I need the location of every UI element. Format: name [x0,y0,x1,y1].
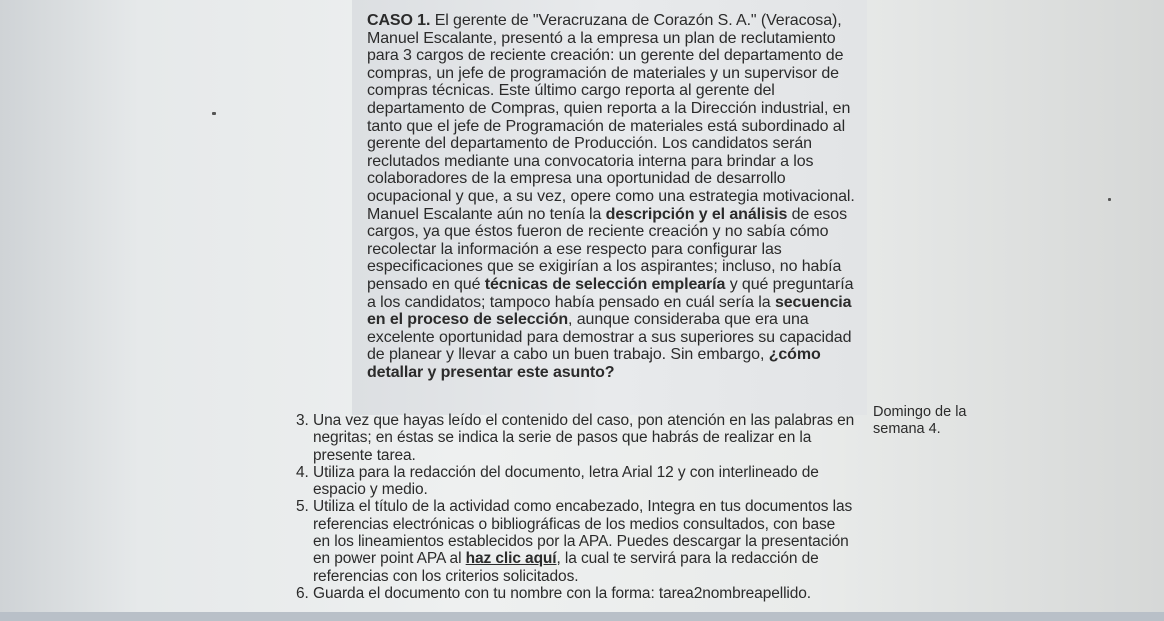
item-text: Una vez que hayas leído el contenido del caso, pon atención en las palabras en negritas; en éstas se indica la serie de pasos que habrás de realizar en la presente tarea. [313,412,855,464]
item-number: 6. [296,584,309,602]
case-text: de esos cargos, ya que éstos fueron de reciente creación y no sabía cómo recolectar la información a ese respecto para configurar las especificaciones que se exigirían a los aspirantes; incluso, no había pensado en qué [367,205,847,293]
item-text: , la cual te servirá para la redacción de referencias con los criterios solicitados. [313,550,819,585]
item-text: Utiliza para la redacción del documento, letra Arial 12 y con interlineado de espacio y medio. [313,463,819,499]
bottom-bar [0,612,1164,621]
case-label: CASO 1. [367,12,431,29]
bold-question: ¿cómo detallar y presentar este asunto? [367,346,821,381]
item-number: 4. [296,463,309,481]
item-text: Guarda el documento con tu nombre con la forma: tarea2nombreapellido. [313,584,812,602]
item-text: Utiliza el título de la actividad como encabezado, Integra en tus documentos las referencias electrónicas o bibliográficas de los medios consultados, con base en los lineamientos establecidos por la APA. Puedes descargar la presentación en power point APA al [313,498,853,568]
case-paragraph-1 [367,12,862,206]
instruction-item [296,412,856,464]
download-link[interactable]: haz clic aquí [465,550,557,568]
case-paragraph-2 [367,206,862,382]
instruction-item [296,464,856,499]
due-date-note: Domingo de la semana 4. [873,404,967,437]
item-number: 5. [296,498,309,516]
case-text: , aunque consideraba que era una excelente oportunidad para demostrar a sus superiores su capacidad de planear y llevar a cabo un buen trabajo. Sin embargo, [367,311,852,364]
case-text: Manuel Escalante aún no tenía la [367,205,602,223]
bold-keyword: secuencia en el proceso de selección [367,293,852,329]
instructions-list [296,412,856,602]
bold-keyword: técnicas de selección emplearía [484,275,726,293]
item-number: 3. [296,412,309,429]
instruction-item [296,498,856,584]
case-section [367,12,862,381]
speck [212,112,216,115]
case-text: y qué preguntaría a los candidatos; tampoco había pensado en cuál sería la [367,275,854,311]
bold-keyword: descripción y el análisis [605,205,788,223]
speck [1108,198,1111,201]
instruction-item [296,585,856,602]
case-intro-text: El gerente de "Veracruzana de Corazón S. A." (Veracosa), Manuel Escalante, presentó a la empresa un plan de reclutamiento para 3 cargos de reciente creación: un gerente del departamento de compras, un jefe de programación de materiales y un supervisor de compras técnicas. Este último cargo reporta al gerente del departamento de Compras, quien reporta a la Dirección industrial, en tanto que el jefe de Programación de materiales está subordinado al gerente del departamento de Producción. Los candidatos serán reclutados mediante una convocatoria interna para brindar a los colaboradores de la empresa una oportunidad de desarrollo ocupacional y que, a su vez, opere como una estrategia motivacional. [367,12,855,205]
